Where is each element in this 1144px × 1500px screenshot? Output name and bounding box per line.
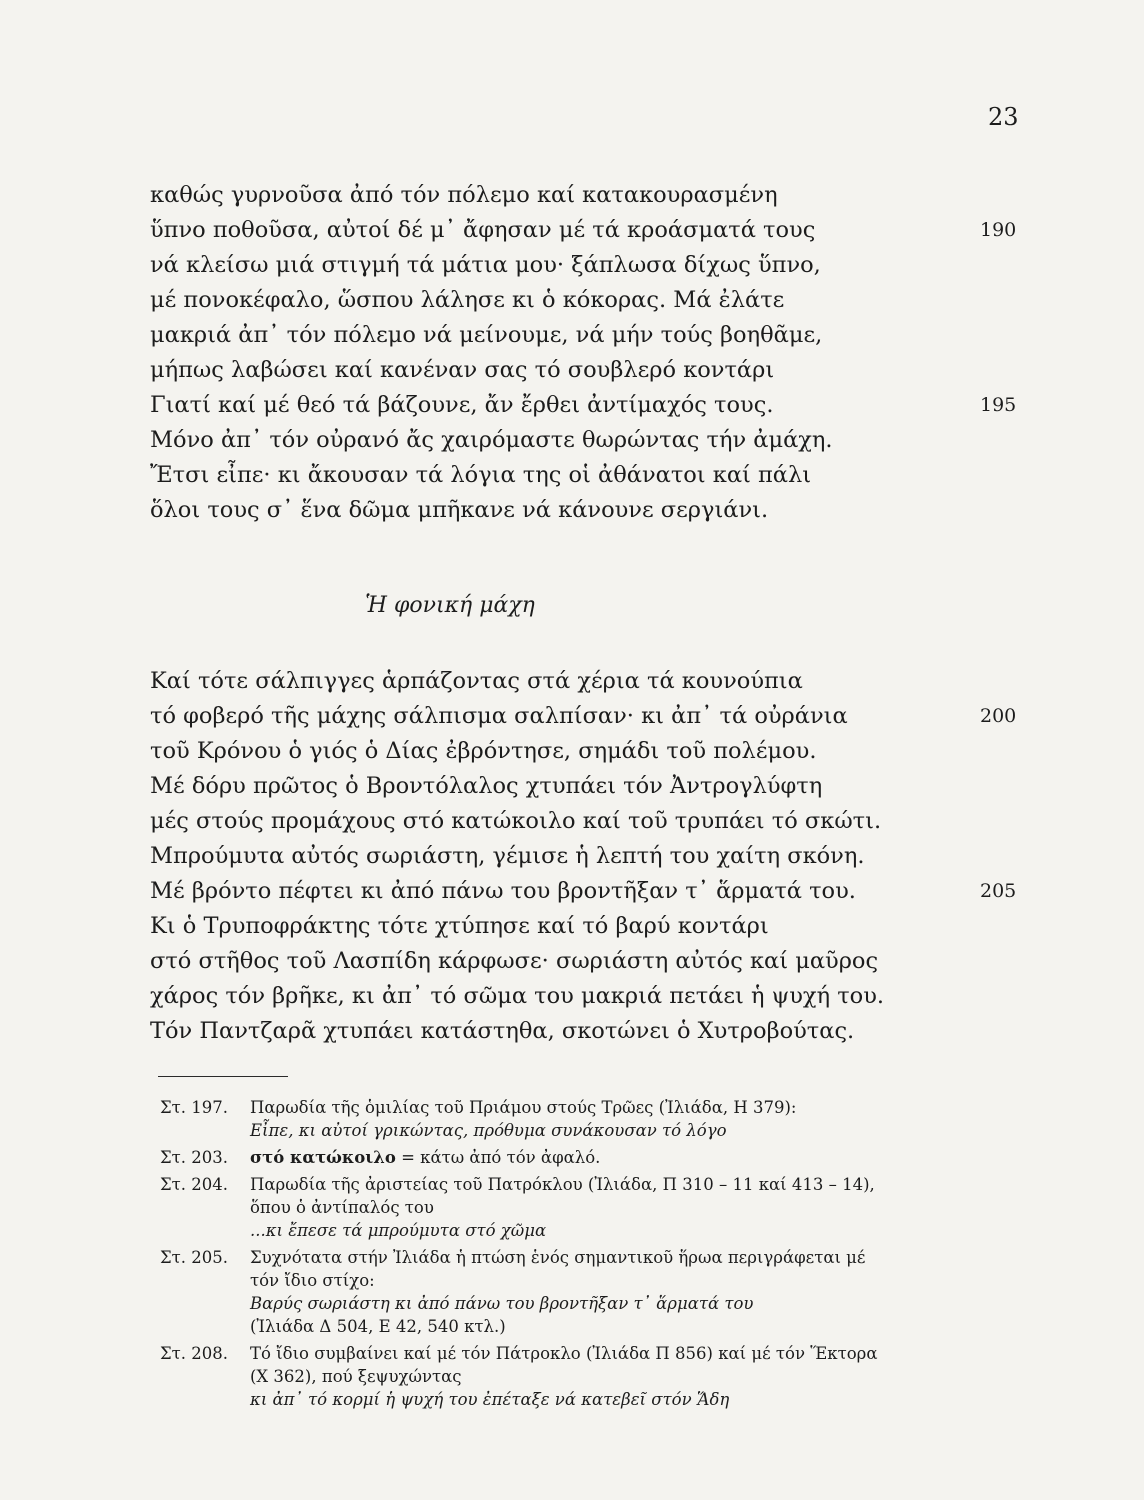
verse-line: [150, 839, 1030, 874]
footnote-ref: Στ. 197.: [160, 1098, 229, 1117]
verse-text: τό φοβερό τῆς μάχης σάλπισμα σαλπίσαν· κι ἀπ᾿ τά οὐράνια: [150, 703, 848, 729]
verse-text: ὅλοι τους σ᾿ ἕνα δῶμα μπῆκανε νά κάνουνε σεργιάνι.: [150, 497, 769, 523]
verse-text: Μέ βρόντο πέφτει κι ἀπό πάνω του βροντῆξαν τ᾿ ἅρματά του.: [150, 878, 856, 904]
verse-text: τοῦ Κρόνου ὁ γιός ὁ Δίας ἐβρόντησε, σημάδι τοῦ πολέμου.: [150, 738, 817, 764]
footnote-text: Παρωδία τῆς ἀριστείας τοῦ Πατρόκλου (Ἰλιάδα, Π 310 – 11 καί 413 – 14),: [250, 1175, 875, 1194]
verse-line: [150, 458, 1030, 493]
verse-text: νά κλείσω μιά στιγμή τά μάτια μου· ξάπλωσα δίχως ὕπνο,: [150, 252, 821, 278]
verse-text: Γιατί καί μέ θεό τά βάζουνε, ἄν ἔρθει ἀντίμαχός τους.: [150, 392, 774, 418]
footnote-separator: [158, 1076, 288, 1077]
footnote-ref: Στ. 203.: [160, 1148, 229, 1167]
verse-line: [150, 804, 1030, 839]
footnote-quote: κι ἀπ᾿ τό κορμί ἡ ψυχή του ἐπέταξε νά κατεβεῖ στόν Ἅδη: [250, 1390, 730, 1409]
footnote-203: [160, 1146, 1020, 1169]
footnote-text: Συχνότατα στήν Ἰλιάδα ἡ πτώση ἑνός σημαντικοῦ ἥρωα περιγράφεται μέ: [250, 1248, 866, 1267]
footnote-ref: Στ. 208.: [160, 1344, 229, 1363]
verse-text: Καί τότε σάλπιγγες ἁρπάζοντας στά χέρια τά κουνούπια: [150, 668, 803, 694]
footnote-text: = κάτω ἀπό τόν ἀφαλό.: [401, 1148, 601, 1167]
line-number: 200: [980, 705, 1017, 727]
verse-line: [150, 178, 1030, 213]
verse-line: [150, 318, 1030, 353]
verse-line: [150, 213, 1030, 248]
footnote-quote: Βαρύς σωριάστη κι ἀπό πάνω του βροντῆξαν τ᾿ ἅρματά του: [250, 1294, 754, 1313]
verse-text: ὕπνο ποθοῦσα, αὐτοί δέ μ᾿ ἄφησαν μέ τά κροάσματά τους: [150, 217, 816, 243]
page-number: 23: [988, 103, 1019, 131]
verse-text: Μόνο ἀπ᾿ τόν οὐρανό ἄς χαιρόμαστε θωρώντας τήν ἀμάχη.: [150, 427, 833, 453]
line-number: 190: [980, 219, 1017, 241]
footnote-text: Παρωδία τῆς ὁμιλίας τοῦ Πριάμου στούς Τρῶες (Ἰλιάδα, Η 379):: [250, 1098, 797, 1117]
section-heading: Ἡ φονική μάχη: [365, 593, 535, 618]
verse-line: [150, 248, 1030, 283]
line-number: 195: [980, 394, 1017, 416]
footnote-197: [160, 1096, 1020, 1142]
footnote-quote: Εἶπε, κι αὐτοί γρικώντας, πρόθυμα συνάκουσαν τό λόγο: [250, 1121, 727, 1140]
footnote-208: [160, 1342, 1020, 1411]
verse-line: [150, 979, 1030, 1014]
verse-text: μακριά ἀπ᾿ τόν πόλεμο νά μείνουμε, νά μήν τούς βοηθᾶμε,: [150, 322, 823, 348]
verse-text: καθώς γυρνοῦσα ἀπό τόν πόλεμο καί κατακουρασμένη: [150, 182, 778, 208]
verse-line: [150, 283, 1030, 318]
verse-text: στό στῆθος τοῦ Λασπίδη κάρφωσε· σωριάστη αὐτός καί μαῦρος: [150, 948, 879, 974]
verse-text: Μέ δόρυ πρῶτος ὁ Βροντόλαλος χτυπάει τόν Ἀντρογλύφτη: [150, 773, 823, 799]
verse-line: [150, 734, 1030, 769]
verse-block-1: [150, 178, 1030, 528]
verse-text: Τόν Παντζαρᾶ χτυπάει κατάστηθα, σκοτώνει ὁ Χυτροβούτας.: [150, 1018, 855, 1044]
verse-block-2: [150, 664, 1030, 1049]
verse-line: [150, 388, 1030, 423]
footnote-204: [160, 1173, 1020, 1242]
verse-line: [150, 699, 1030, 734]
footnote-quote: ...κι ἔπεσε τά μπρούμυτα στό χῶμα: [250, 1221, 547, 1240]
footnote-ref: Στ. 204.: [160, 1175, 229, 1194]
verse-text: Κι ὁ Τρυποφράκτης τότε χτύπησε καί τό βαρύ κοντάρι: [150, 913, 769, 939]
verse-line: [150, 909, 1030, 944]
verse-line: [150, 353, 1030, 388]
verse-text: Μπρούμυτα αὐτός σωριάστη, γέμισε ἡ λεπτή του χαίτη σκόνη.: [150, 843, 865, 869]
footnote-ref: Στ. 205.: [160, 1248, 229, 1267]
footnote-citation: (Ἰλιάδα Δ 504, Ε 42, 540 κτλ.): [250, 1317, 506, 1336]
verse-text: χάρος τόν βρῆκε, κι ἀπ᾿ τό σῶμα του μακριά πετάει ἡ ψυχή του.: [150, 983, 885, 1009]
verse-line: [150, 493, 1030, 528]
footnote-text: Τό ἴδιο συμβαίνει καί μέ τόν Πάτροκλο (Ἰλιάδα Π 856) καί μέ τόν Ἕκτορα: [250, 1344, 878, 1363]
footnotes: [160, 1096, 1020, 1415]
verse-text: μέ πονοκέφαλο, ὥσπου λάλησε κι ὁ κόκορας. Μά ἐλάτε: [150, 287, 785, 313]
footnote-text-cont: τόν ἴδιο στίχο:: [250, 1271, 375, 1290]
footnote-term: στό κατώκοιλο: [250, 1148, 396, 1167]
verse-line: [150, 944, 1030, 979]
verse-line: [150, 769, 1030, 804]
verse-text: μές στούς προμάχους στό κατώκοιλο καί τοῦ τρυπάει τό σκώτι.: [150, 808, 882, 834]
footnote-205: [160, 1246, 1020, 1338]
verse-text: Ἔτσι εἶπε· κι ἄκουσαν τά λόγια της οἱ ἀθάνατοι καί πάλι: [150, 462, 812, 488]
verse-line: [150, 664, 1030, 699]
footnote-text-cont: (Χ 362), πού ξεψυχώντας: [250, 1367, 462, 1386]
line-number: 205: [980, 880, 1017, 902]
verse-line: [150, 1014, 1030, 1049]
verse-text: μήπως λαβώσει καί κανέναν σας τό σουβλερό κοντάρι: [150, 357, 775, 383]
verse-line: [150, 874, 1030, 909]
verse-line: [150, 423, 1030, 458]
footnote-text-cont: ὅπου ὁ ἀντίπαλός του: [250, 1198, 434, 1217]
